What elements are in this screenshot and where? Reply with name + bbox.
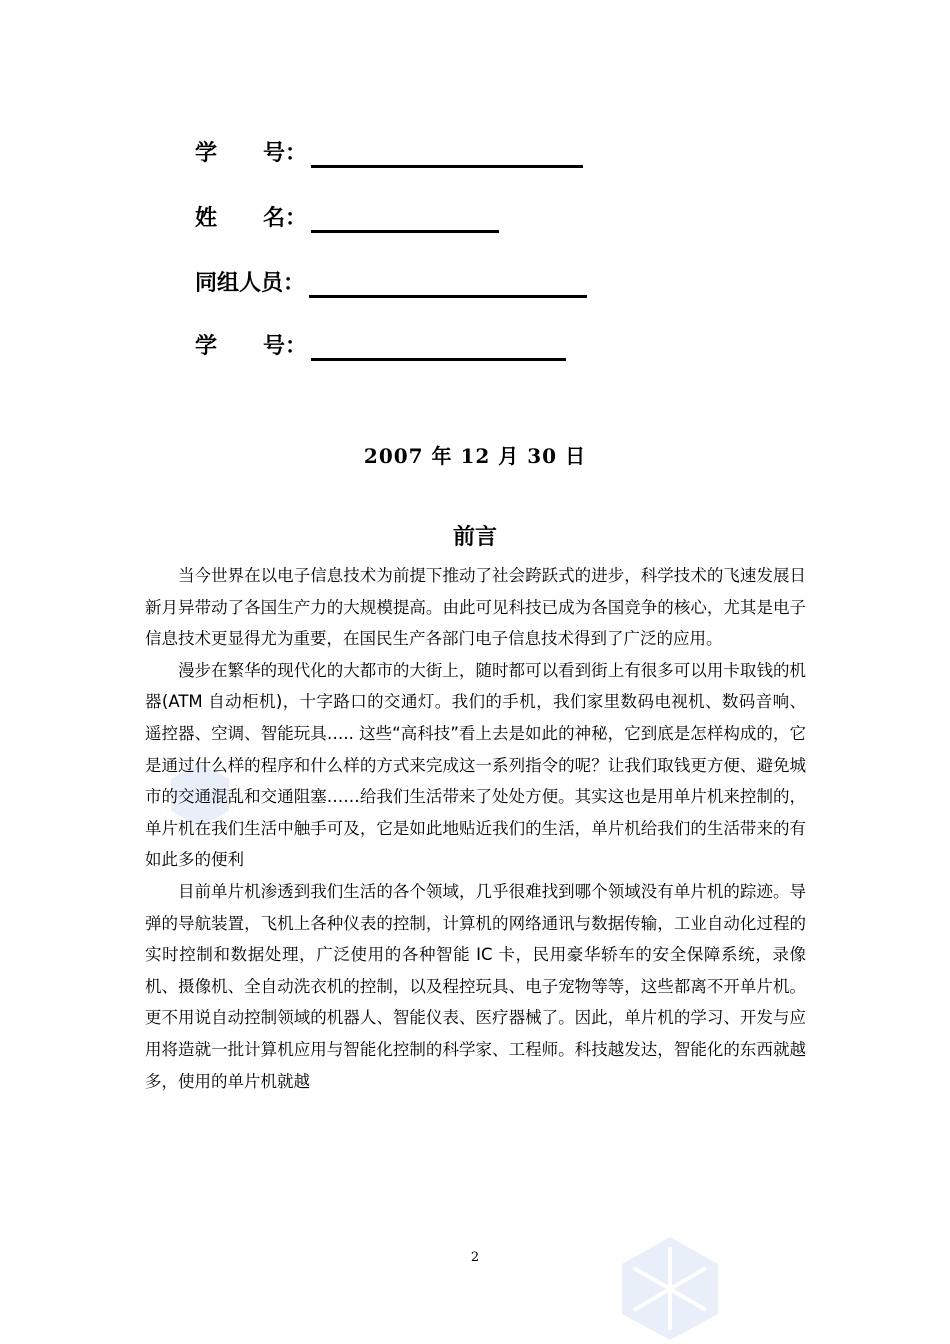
student-id-field-2 xyxy=(195,325,566,361)
group-members-field xyxy=(195,262,587,298)
field-label: 学 号： xyxy=(195,141,307,166)
student-id-blank[interactable] xyxy=(311,135,583,168)
paragraph: 漫步在繁华的现代化的大都市的大街上，随时都可以看到街上有很多可以用卡取钱的机器(ATM 自动柜机)，十字路口的交通灯。我们的手机，我们家里数码电视机、数码音响、遥控器、空调、智能玩具….. 这些“高科技”看上去是如此的神秘，它到底是怎样构成的，它是通过什么样的程序和什么样的方式来完成这一系列指令的呢？让我们取钱更方便、避免城市的交通混乱和交通阻塞……给我们生活带来了处处方便。其实这也是用单片机来控制的，单片机在我们生活中触手可及，它是如此地贴近我们的生活，单片机给我们的生活带来的有如此多的便利 xyxy=(145,660,806,870)
field-label: 姓 名： xyxy=(195,206,307,231)
student-id-field xyxy=(195,132,583,168)
section-heading: 前言 xyxy=(452,525,497,550)
preface-body xyxy=(145,560,806,1097)
report-date: 2007 年 12 月 30 日 xyxy=(363,444,587,468)
student-id-blank-2[interactable] xyxy=(311,328,566,361)
field-label: 学 号： xyxy=(195,334,307,359)
name-field xyxy=(195,197,499,233)
name-blank[interactable] xyxy=(311,200,499,233)
field-label: 同组人员： xyxy=(195,271,306,296)
group-members-blank[interactable] xyxy=(309,265,587,298)
paragraph: 目前单片机渗透到我们生活的各个领域，几乎很难找到哪个领域没有单片机的踪迹。导弹的导航装置，飞机上各种仪表的控制，计算机的网络通讯与数据传输，工业自动化过程的实时控制和数据处理，广泛使用的各种智能 IC 卡，民用豪华轿车的安全保障系统，录像机、摄像机、全自动洗衣机的控制，以及程控玩具、电子宠物等等，这些都离不开单片机。更不用说自动控制领域的机器人、智能仪表、医疗器械了。因此，单片机的学习、开发与应用将造就一批计算机应用与智能化控制的科学家、工程师。科技越发达，智能化的东西就越多，使用的单片机就越 xyxy=(145,881,806,1091)
paragraph: 当今世界在以电子信息技术为前提下推动了社会跨跃式的进步，科学技术的飞速发展日新月异带动了各国生产力的大规模提高。由此可见科技已成为各国竞争的核心，尤其是电子信息技术更显得尤为重要，在国民生产各部门电子信息技术得到了广泛的应用。 xyxy=(145,566,806,649)
watermark-snowflake-icon xyxy=(610,1232,730,1342)
page-number: 2 xyxy=(470,1250,480,1265)
